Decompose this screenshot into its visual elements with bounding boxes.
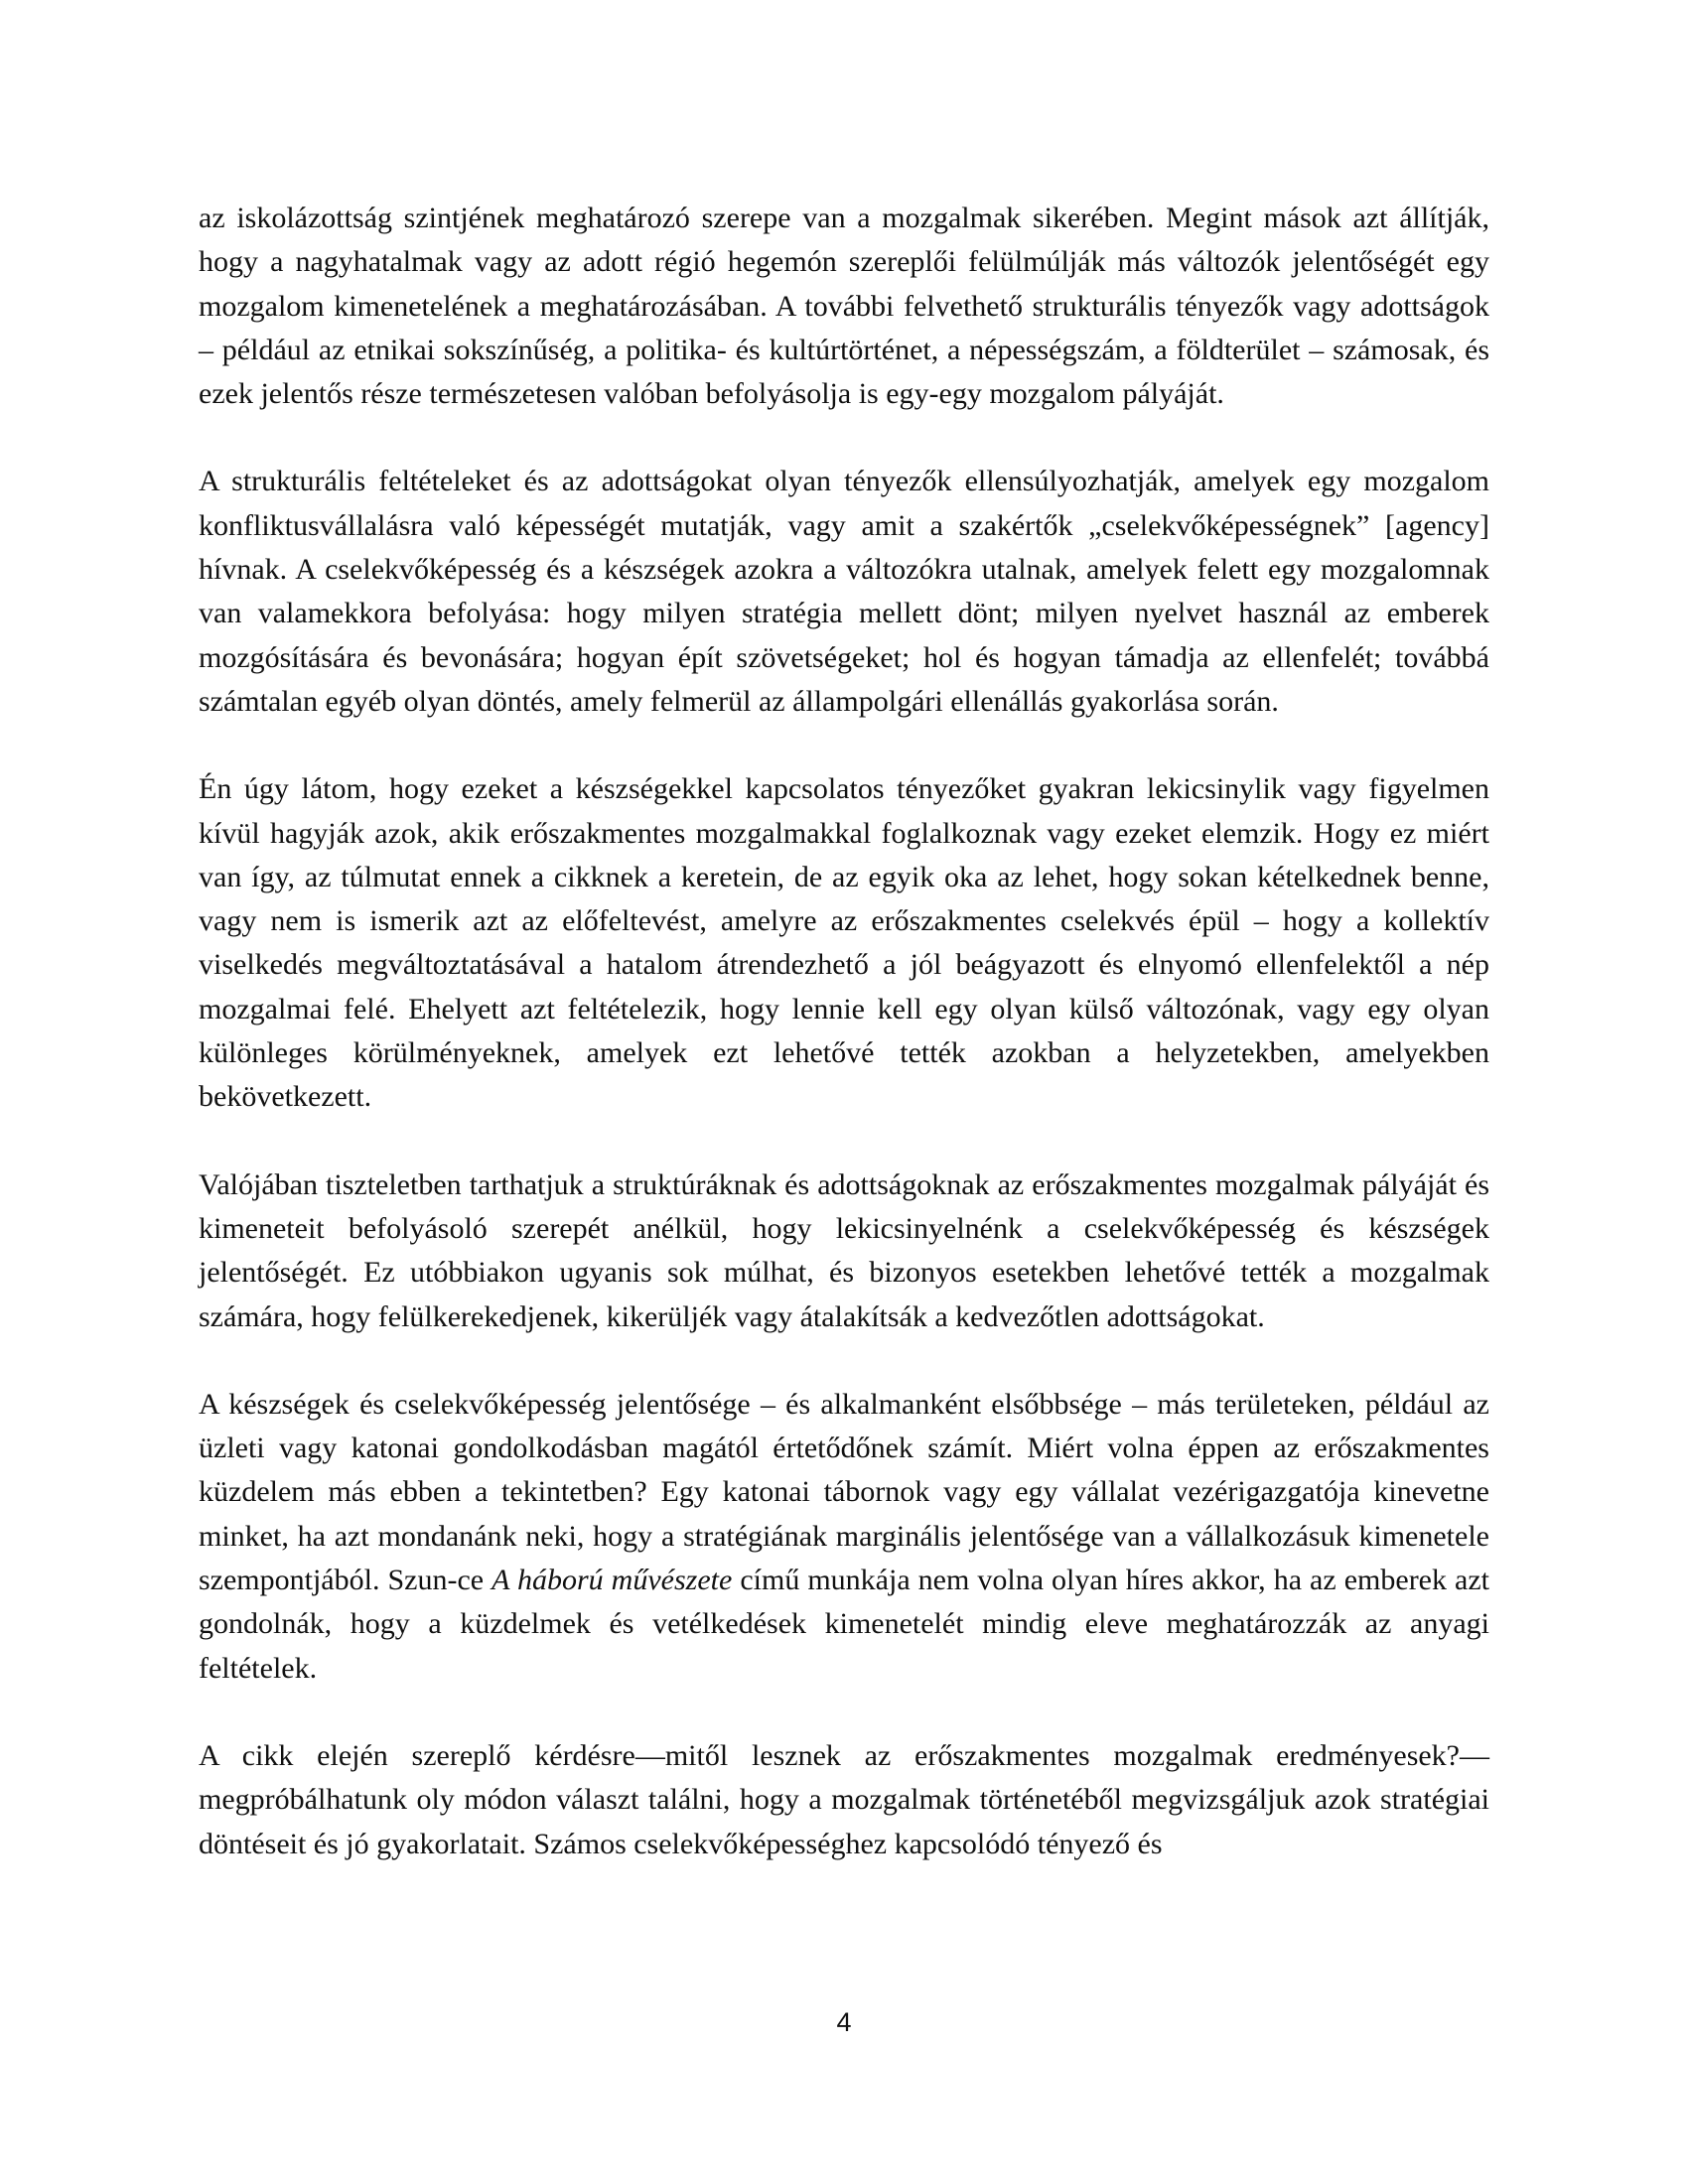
paragraph-5-text-before: A készségek és cselekvőképesség jelentősége – és alkalmanként elsőbbsége – más területeken, például az üzleti vagy katonai gondolkodásban magától értetődőnek számít. Miért volna éppen az erőszakmentes küzdelem más ebben a tekintetben? Egy katonai tábornok vagy egy vállalat vezérigazgatója kinevetne minket, ha azt mondanánk neki, hogy a stratégiának marginális jelentősége van a vállalkozásuk kimenetele szempontjából. Szun-ce xyxy=(199,1387,1489,1597)
paragraph-5 xyxy=(199,1383,1489,1691)
paragraph-1: az iskolázottság szintjének meghatározó szerepe van a mozgalmak sikerében. Megint mások azt állítják, hogy a nagyhatalmak vagy az adott régió hegemón szereplői felülmúlják más változók jelentőségét egy mozgalom kimenetelének a meghatározásában. A további felvethető strukturális tényezők vagy adottságok – például az etnikai sokszínűség, a politika- és kultúrtörténet, a népességszám, a földterület – számosak, és ezek jelentős része természetesen valóban befolyásolja is egy-egy mozgalom pályáját. xyxy=(199,202,1489,411)
paragraph-5-text-after: című munkája nem volna olyan híres akkor, ha az emberek azt gondolnák, hogy a küzdelmek és vetélkedések kimenetelét mindig eleve meghatározzák az anyagi feltételek. xyxy=(199,1564,1489,1685)
document-body xyxy=(199,197,1489,1866)
book-title: A háború művészete xyxy=(492,1564,733,1597)
paragraph-4: Valójában tiszteletben tarthatjuk a struktúráknak és adottságoknak az erőszakmentes mozgalmak pályáját és kimeneteit befolyásoló szerepét anélkül, hogy lekicsinyelnénk a cselekvőképesség és készségek jelentőségét. Ez utóbbiakon ugyanis sok múlhat, és bizonyos esetekben lehetővé tették a mozgalmak számára, hogy felülkerekedjenek, kikerüljék vagy átalakítsák a kedvezőtlen adottságokat. xyxy=(199,1167,1489,1333)
paragraph-6: A cikk elején szereplő kérdésre—mitől lesznek az erőszakmentes mozgalmak eredményesek?—megpróbálhatunk oly módon választ találni, hogy a mozgalmak történetéből megvizsgáljuk azok stratégiai döntéseit és jó gyakorlatait. Számos cselekvőképességhez kapcsolódó tényező és xyxy=(199,1738,1489,1860)
paragraph-3: Én úgy látom, hogy ezeket a készségekkel kapcsolatos tényezőket gyakran lekicsinylik vagy figyelmen kívül hagyják azok, akik erőszakmentes mozgalmakkal foglalkoznak vagy ezeket elemzik. Hogy ez miért van így, az túlmutat ennek a cikknek a keretein, de az egyik oka az lehet, hogy sokan kételkednek benne, vagy nem is ismerik azt az előfeltevést, amelyre az erőszakmentes cselekvés épül – hogy a kollektív viselkedés megváltoztatásával a hatalom átrendezhető a jól beágyazott és elnyomó ellenfelektől a nép mozgalmai felé. Ehelyett azt feltételezik, hogy lennie kell egy olyan külső változónak, vagy egy olyan különleges körülményeknek, amelyek ezt lehetővé tették azokban a helyzetekben, amelyekben bekövetkezett. xyxy=(199,772,1489,1114)
paragraph-2: A strukturális feltételeket és az adottságokat olyan tényezők ellensúlyozhatják, amelyek egy mozgalom konfliktusvállalásra való képességét mutatják, vagy amit a szakértők „cselekvőképességnek” [agency] hívnak. A cselekvőképesség és a készségek azokra a változókra utalnak, amelyek felett egy mozgalomnak van valamekkora befolyása: hogy milyen stratégia mellett dönt; milyen nyelvet használ az emberek mozgósítására és bevonására; hogyan épít szövetségeket; hol és hogyan támadja az ellenfelét; továbbá számtalan egyéb olyan döntés, amely felmerül az állampolgári ellenállás gyakorlása során. xyxy=(199,465,1489,718)
page-number: 4 xyxy=(836,2007,852,2037)
